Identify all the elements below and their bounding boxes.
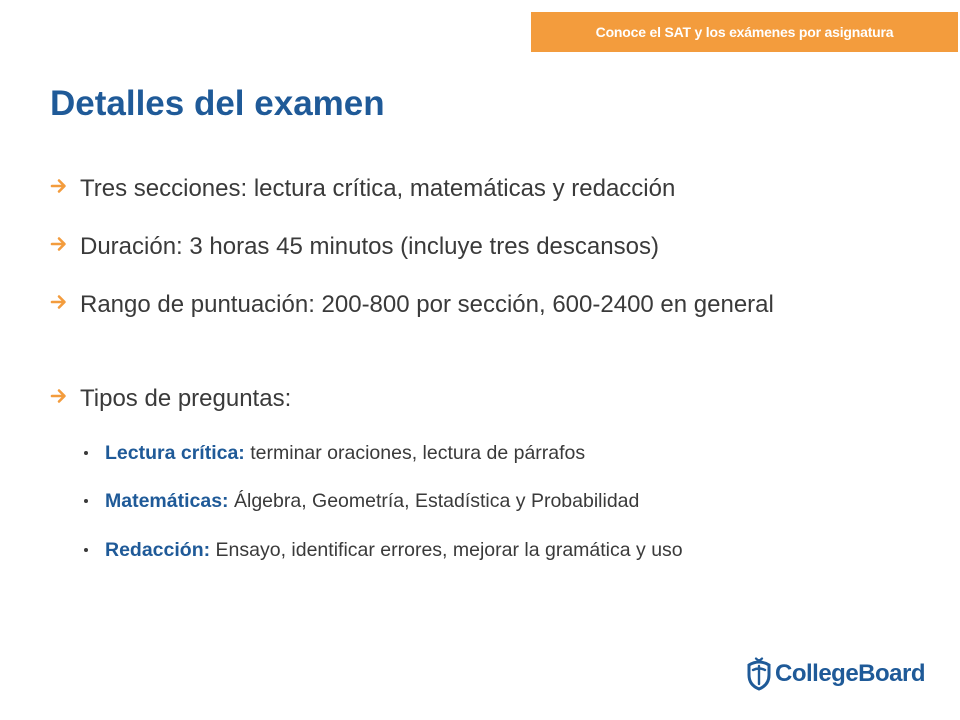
- bullet-text: Tres secciones: lectura crítica, matemáticas y redacción: [80, 175, 676, 202]
- bullet-item: [50, 382, 942, 416]
- logo-text: CollegeBoard: [775, 660, 926, 687]
- sub-bullet-desc: Álgebra, Geometría, Estadística y Probabilidad: [228, 490, 640, 512]
- sub-bullet-label: Matemáticas:: [105, 490, 229, 512]
- bullet-dot-icon: [84, 451, 88, 455]
- collegeboard-logo: [746, 654, 925, 694]
- arrow-right-icon: [50, 387, 68, 405]
- sub-bullet-text: [84, 442, 585, 464]
- bullet-item: [50, 230, 942, 264]
- bullet-dot-icon: [84, 499, 88, 503]
- slide-title: Detalles del examen: [50, 84, 385, 123]
- sub-bullet-label: Redacción:: [105, 539, 211, 561]
- bullet-dot-icon: [84, 548, 88, 552]
- section-tab[interactable]: Conoce el SAT y los exámenes por asignatura: [531, 12, 958, 52]
- sub-bullet-item: [84, 440, 585, 466]
- bullet-item: [50, 172, 942, 206]
- bullet-text: Tipos de preguntas:: [80, 385, 292, 412]
- sub-bullet-item: [84, 488, 639, 514]
- sub-bullet-text: [84, 539, 683, 561]
- sub-bullet-item: [84, 537, 683, 563]
- sub-bullet-text: [84, 490, 639, 512]
- arrow-right-icon: [50, 177, 68, 195]
- sub-bullet-desc: Ensayo, identificar errores, mejorar la gramática y uso: [210, 539, 683, 561]
- arrow-right-icon: [50, 293, 68, 311]
- bullet-text: Duración: 3 horas 45 minutos (incluye tres descansos): [80, 233, 659, 260]
- bullet-text: Rango de puntuación: 200-800 por sección, 600-2400 en general: [80, 291, 774, 318]
- sub-bullet-label: Lectura crítica:: [105, 442, 245, 464]
- sub-bullet-desc: terminar oraciones, lectura de párrafos: [244, 442, 586, 464]
- acorn-shield-icon: [746, 657, 772, 691]
- arrow-right-icon: [50, 235, 68, 253]
- bullet-item: [50, 288, 942, 322]
